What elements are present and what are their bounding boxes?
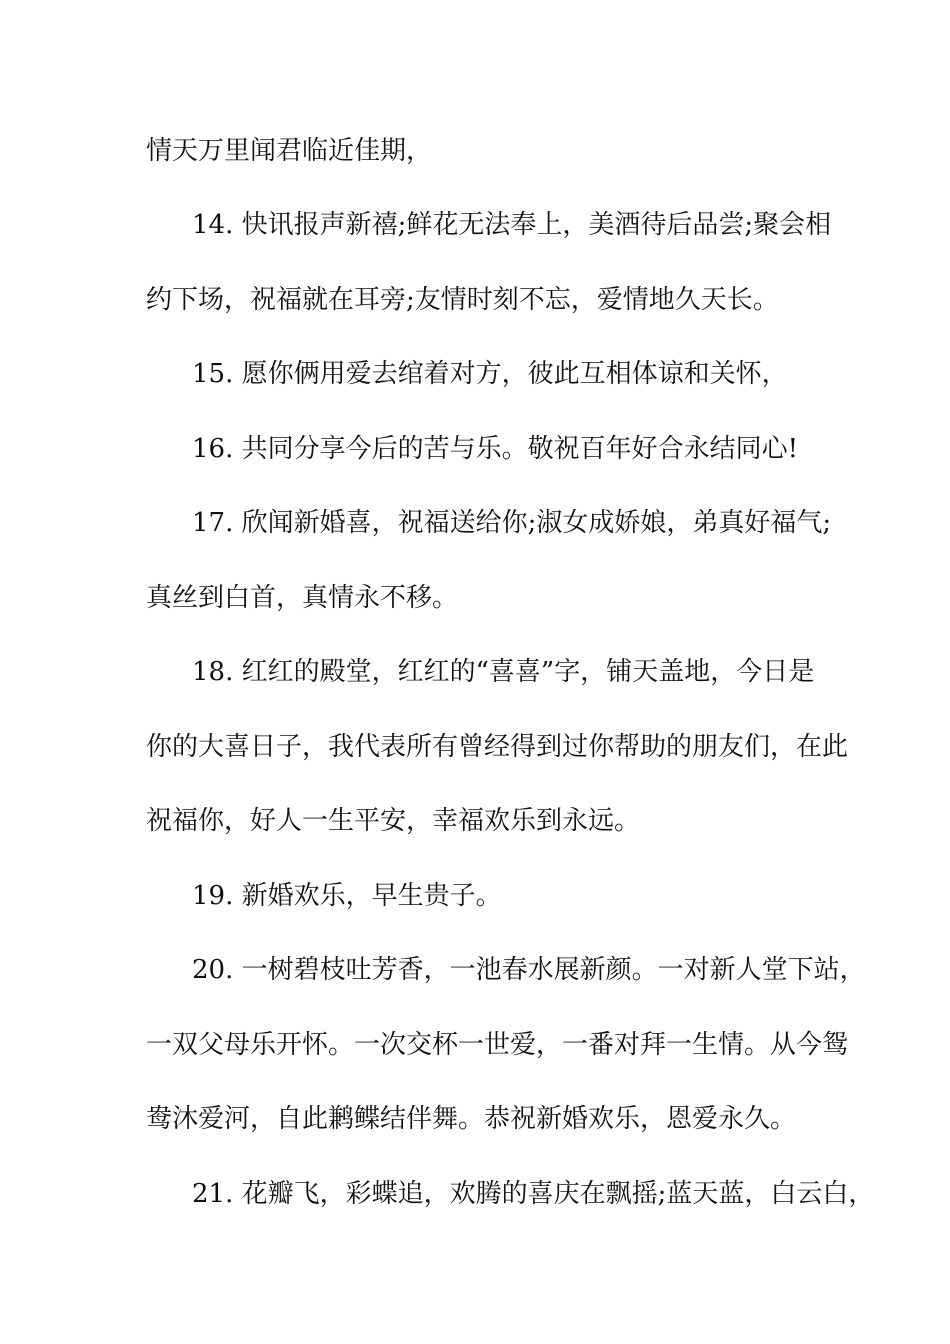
text-line: 21. 花瓣飞，彩蝶追，欢腾的喜庆在飘摇;蓝天蓝，白云白， [192, 1179, 875, 1209]
text-line: 祝福你，好人一生平安，幸福欢乐到永远。 [146, 806, 641, 836]
text-line: 15. 愿你俩用爱去绾着对方，彼此互相体谅和关怀， [192, 359, 788, 389]
text-line: 你的大喜日子，我代表所有曾经得到过你帮助的朋友们，在此 [146, 732, 849, 762]
text-line: 14. 快讯报声新禧;鲜花无法奉上，美酒待后品尝;聚会相 [192, 210, 832, 240]
text-line: 真丝到白首，真情永不移。 [146, 583, 459, 613]
text-line: 16. 共同分享今后的苦与乐。敬祝百年好合永结同心! [192, 434, 799, 464]
text-line: 一双父母乐开怀。一次交杯一世爱，一番对拜一生情。从今鸳 [146, 1030, 849, 1060]
text-line: 情天万里闻君临近佳期， [146, 136, 433, 166]
text-line: 17. 欣闻新婚喜，祝福送给你;淑女成娇娘，弟真好福气; [192, 508, 832, 538]
text-line: 20. 一树碧枝吐芳香，一池春水展新颜。一对新人堂下站， [192, 955, 866, 985]
text-line: 18. 红红的殿堂，红红的“喜喜”字，铺天盖地，今日是 [192, 657, 815, 687]
text-line: 鸯沐爱河，自此鹣鲽结伴舞。恭祝新婚欢乐，恩爱永久。 [146, 1104, 797, 1134]
text-line: 19. 新婚欢乐，早生贵子。 [192, 881, 502, 911]
text-line: 约下场，祝福就在耳旁;友情时刻不忘，爱情地久天长。 [146, 285, 779, 315]
